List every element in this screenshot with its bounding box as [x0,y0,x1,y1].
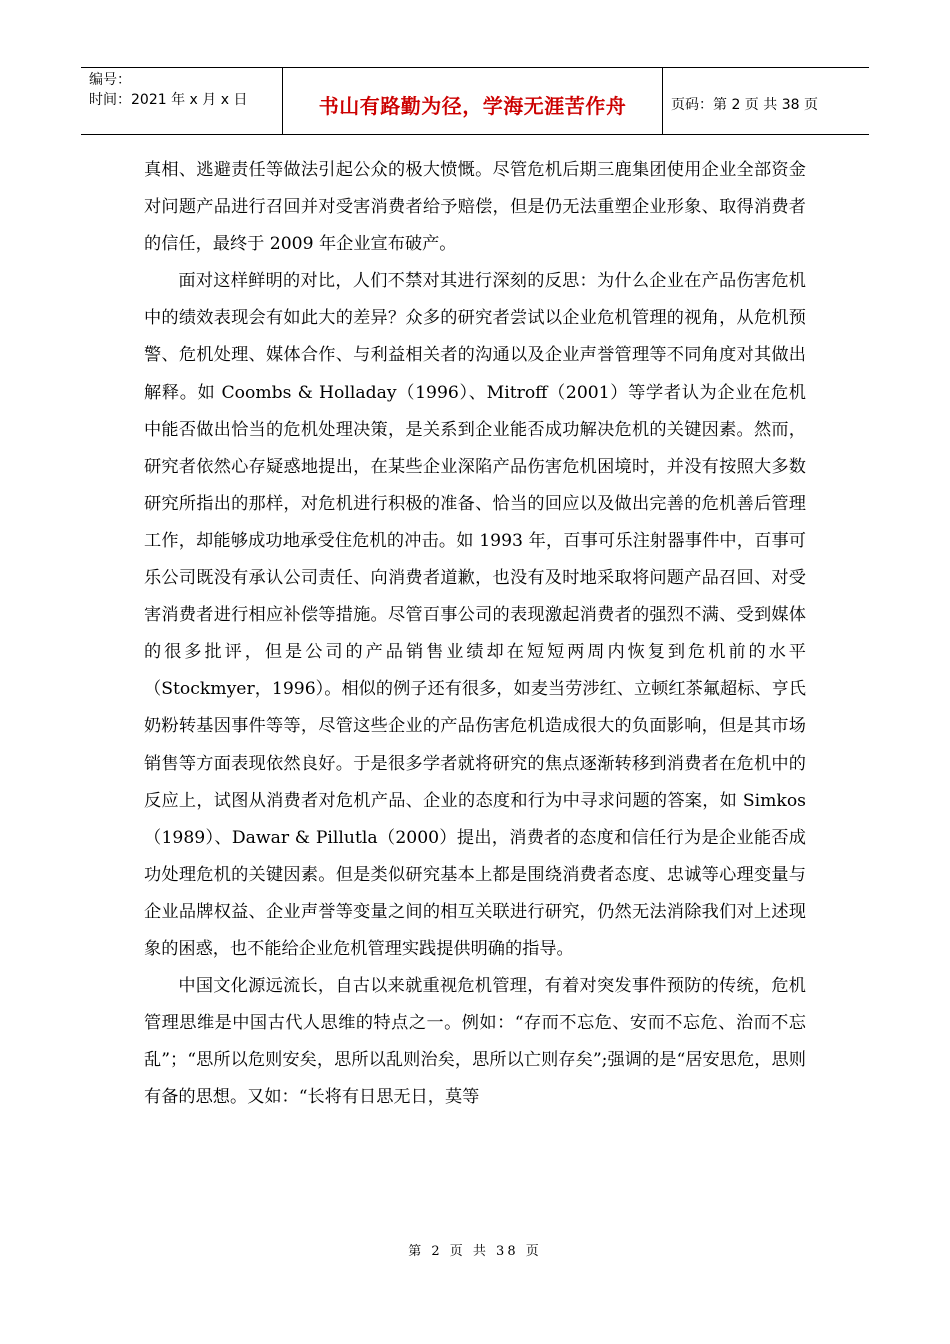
paragraph-1: 真相、逃避责任等做法引起公众的极大愤慨。尽管危机后期三鹿集团使用企业全部资金对问题产品进行召回并对受害消费者给予赔偿，但是仍无法重塑企业形象、取得消费者的信任，最终于 2009 年企业宣布破产。 [144,160,806,255]
paragraph-3: 中国文化源远流长，自古以来就重视危机管理，有着对突发事件预防的传统，危机管理思维是中国古代人思维的特点之一。例如：“存而不忘危、安而不忘危、治而不忘乱”；“思所以危则安矣，思所以乱则治矣，思所以亡则存矣”;强调的是“居安思危，思则有备的思想。又如：“长将有日思无日，莫等 [144,976,806,1108]
date-label: 时间：2021 年 x 月 x 日 [89,92,248,108]
serial-number-label: 编号： [89,72,131,88]
paragraph-2: 面对这样鲜明的对比，人们不禁对其进行深刻的反思：为什么企业在产品伤害危机中的绩效表现会有如此大的差异？众多的研究者尝试以企业危机管理的视角，从危机预警、危机处理、媒体合作、与利益相关者的沟通以及企业声誉管理等不同角度对其做出解释。如 Coombs & Holladay（1996）、Mitroff（2001）等学者认为企业在危机中能否做出恰当的危机处理决策，是关系到企业能否成功解决危机的关键因素。然而，研究者依然心存疑惑地提出，在某些企业深陷产品伤害危机困境时，并没有按照大多数研究所指出的那样，对危机进行积极的准备、恰当的回应以及做出完善的危机善后管理工作，却能够成功地承受住危机的冲击。如 1993 年，百事可乐注射器事件中，百事可乐公司既没有承认公司责任、向消费者道歉，也没有及时地采取将问题产品召回、对受害消费者进行相应补偿等措施。尽管百事公司的表现激起消费者的强烈不满、受到媒体的很多批评，但是公司的产品销售业绩却在短短两周内恢复到危机前的水平（Stockmyer，1996）。相似的例子还有很多，如麦当劳涉红、立顿红茶氟超标、亨氏奶粉转基因事件等等，尽管这些企业的产品伤害危机造成很大的负面影响，但是其市场销售等方面表现依然良好。于是很多学者就将研究的焦点逐渐转移到消费者在危机中的反应上，试图从消费者对危机产品、企业的态度和行为中寻求问题的答案，如 Simkos（1989）、Dawar & Pillutla（2000）提出，消费者的态度和信任行为是企业能否成功处理危机的关键因素。但是类似研究基本上都是围绕消费者态度、忠诚等心理变量与企业品牌权益、企业声誉等变量之间的相互关联进行研究，仍然无法消除我们对上述现象的困惑，也不能给企业危机管理实践提供明确的指导。 [144,271,806,959]
header-motto-cell [283,68,663,134]
header-meta [81,68,283,134]
page-footer: 第 2 页 共 38 页 [408,1244,542,1259]
page-header [81,67,869,135]
header-motto: 书山有路勤为径，学海无涯苦作舟 [318,93,627,118]
header-page-info: 页码：第 2 页 共 38 页 [671,97,818,113]
document-body [144,152,806,1116]
header-page-info-cell [663,68,869,134]
